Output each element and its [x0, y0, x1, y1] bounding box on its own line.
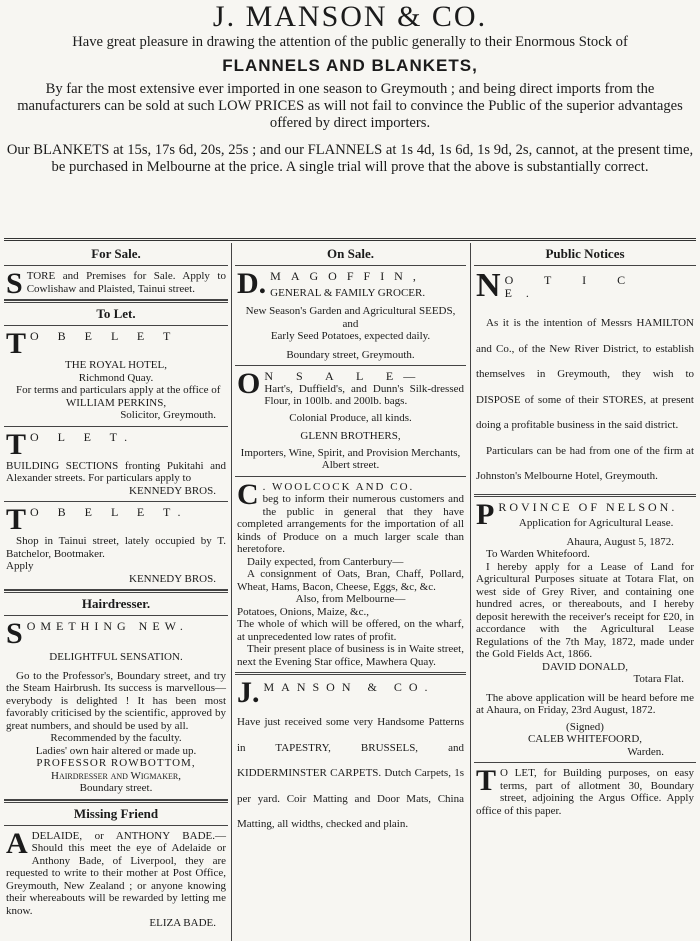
intro-paragraph-3: Our BLANKETS at 15s, 17s 6d, 20s, 25s ; and our FLANNELS at 1s 4d, 1s 6d, 1s 9d, 2s, cannot, at the present time, be purchased in Melbourne at the price. A single trial will prove that the above is substantially correct.: [6, 142, 694, 175]
intro-text: Have great pleasure in drawing the attention of the public generally to their Enormous Stock of: [72, 34, 628, 50]
ad-text: ELIZA BADE.: [149, 917, 216, 929]
ad-text: O LET, for Building purposes, on easy terms, part of allotment 30, Boundary street, adjoining the Argus Office. Apply office of this paper.: [476, 767, 694, 817]
ad-notice-hamilton: [474, 266, 696, 495]
ad-manson-carpets: [235, 672, 466, 842]
ad-magoffin: [235, 266, 466, 366]
ad-text: Ahaura, August 5, 1872.: [566, 535, 674, 548]
ad-text: To Warden Whitefoord.: [486, 548, 590, 560]
ad-text: Recommended by the faculty.: [50, 732, 182, 744]
masthead: [0, 0, 700, 176]
ad-text: Go to the Professor's, Boundary street, and try the Steam Hairbrush. Its success is marvellous—everybody is delighted ! It has been most favorably criticised by the scientific, approved by great numbers, and should be used by all.: [6, 669, 226, 732]
ad-spaced-heading: O B E L E T.: [30, 505, 189, 519]
ad-text: Solicitor, Greymouth.: [120, 409, 216, 421]
ad-text: Ladies' own hair altered or made up.: [35, 744, 197, 757]
ad-text: Richmond Quay.: [78, 371, 154, 384]
ad-text: The whole of which will be offered, on the wharf, at unprecedented low rates of profit.: [237, 618, 464, 643]
ad-spaced-heading: O B E L E T: [30, 329, 179, 343]
ad-text: Daily expected, from Canterbury—: [247, 555, 404, 568]
ad-text: WILLIAM PERKINS,: [65, 396, 167, 409]
ad-text: Importers, Wine, Spirit, and Provision Merchants, Albert street.: [240, 446, 461, 471]
ad-text: Application for Agricultural Lease.: [518, 517, 674, 529]
ad-building-sections: [4, 427, 228, 503]
column-middle: [235, 243, 466, 941]
ad-text: Colonial Produce, all kinds.: [289, 411, 412, 424]
drop-cap: J.: [237, 676, 260, 709]
masthead-divider: [4, 238, 696, 241]
ad-text: (Signed): [566, 720, 604, 733]
drop-cap: C: [237, 477, 259, 511]
section-hairdresser: Hairdresser.: [4, 590, 228, 616]
section-for-sale: For Sale.: [4, 243, 228, 266]
ad-hairdresser: [4, 616, 228, 800]
ad-text: Apply: [6, 560, 34, 572]
ad-spaced-heading: MANSON & CO.: [263, 680, 435, 694]
drop-cap: S: [6, 617, 23, 650]
ad-text: TORE and Premises for Sale. Apply to Cowlishaw and Plaisted, Tainui street.: [26, 270, 226, 295]
ad-woolcock: [235, 477, 466, 674]
ad-text: KENNEDY BROS.: [129, 484, 216, 497]
column-divider: [470, 243, 471, 941]
ad-spaced-heading: MAGOFFIN,: [270, 269, 426, 283]
ad-missing-friend: [4, 826, 228, 934]
drop-cap: O: [237, 367, 261, 400]
section-on-sale: On Sale.: [235, 243, 466, 266]
ad-text: GENERAL & FAMILY GROCER.: [270, 286, 426, 299]
ad-text: New Season's Garden and Agricultural SEEDS, and: [245, 305, 456, 330]
ad-spaced-heading: N S A L E—: [264, 369, 426, 383]
ad-text: BUILDING SECTIONS fronting Pukitahi and Alexander streets. For particulars apply to: [6, 459, 226, 484]
ad-royal-hotel: [4, 326, 228, 427]
ad-shop: [4, 502, 228, 590]
ad-text: Also, from Melbourne—: [295, 593, 406, 605]
drop-cap: T: [6, 327, 27, 360]
ad-text: As it is the intention of Messrs HAMILTON and Co., of the New River District, to establish themselves in Greymouth, they wish to DISPOSE of some of their STORES, at present doing a profitable business in the said district.: [476, 317, 694, 431]
ad-spaced-heading: ROVINCE OF NELSON.: [498, 499, 678, 514]
intro-paragraph-2: By far the most extensive ever imported in one season to Greymouth ; and being direct imports from the manufacturers can be sold at such LOW PRICES as will not fail to convince the Public of the superior advantages offered by direct importers.: [17, 81, 683, 131]
column-left: [4, 243, 228, 941]
ad-text: For terms and particulars apply at the office of: [16, 384, 221, 396]
columns: [4, 243, 696, 941]
ad-text: beg to inform their numerous customers and the public in general that they have completed arrangements for the importation of all kinds of Produce on a much larger scale than heretofore.: [237, 493, 464, 555]
ad-to-let-building: [474, 763, 696, 821]
ad-spaced-heading: . WOOLCOCK AND CO.: [262, 480, 415, 493]
page-title: J. MANSON & CO.: [212, 0, 488, 33]
drop-cap: A: [6, 826, 28, 860]
ad-spaced-heading: OMETHING NEW.: [26, 619, 188, 633]
drop-cap: N: [476, 267, 501, 304]
ad-text: Hairdresser and Wigmaker,: [51, 769, 181, 782]
ad-text: THE ROYAL HOTEL,: [65, 359, 167, 371]
ad-text: Warden.: [627, 745, 664, 758]
ad-text: Their present place of business is in Waite street, next the Evening Star office, Mawhera Quay.: [237, 643, 464, 668]
section-missing-friend: Missing Friend: [4, 800, 228, 826]
ad-text: Boundary street, Greymouth.: [286, 348, 415, 361]
ad-text: DELIGHTFUL SENSATION.: [49, 651, 183, 663]
ad-text: GLENN BROTHERS,: [300, 430, 401, 442]
ad-text: CALEB WHITEFOORD,: [527, 733, 643, 745]
ad-store: [4, 266, 228, 300]
ad-text: The above application will be heard before me at Ahaura, on Friday, 23rd August, 1872.: [476, 691, 694, 716]
ad-text: Potatoes, Onions, Maize, &c.,: [237, 605, 369, 618]
drop-cap: T: [6, 427, 27, 461]
section-to-let: To Let.: [4, 300, 228, 326]
ad-text: Have just received some very Handsome Patterns in TAPESTRY, BRUSSELS, and KIDDERMINSTER CARPETS. Dutch Carpets, 1s per yard. Coir Matting and Door Mats, China Matting, all widths, checked and plain.: [237, 716, 464, 830]
ad-text: Hart's, Duffield's, and Dunn's Silk-dressed Flour, in 100lb. and 200lb. bags.: [264, 382, 464, 407]
ad-text: DELAIDE, or ANTHONY BADE.—Should this meet the eye of Adelaide or Anthony Bade, of Liverpool, they are requested to write to their mother at Post Office, Greymouth, New Zealand ; or anyone knowing their whereabouts will be rewarded by letting me know.: [6, 829, 226, 917]
ad-on-sale-flour: [235, 366, 466, 477]
ad-text: Totara Flat.: [633, 673, 684, 685]
headline: FLANNELS AND BLANKETS,: [222, 56, 478, 75]
ad-text: KENNEDY BROS.: [129, 572, 216, 585]
ad-text: I hereby apply for a Lease of Land for Agricultural Purposes situate at Totara Flat, on west side of Grey River, and containing one hundred acres, or thereabouts, and I hereby deposit herewith the receiver's receipt for £20, in accordance with the Agricultural Lease Regulations of the 7th May, 1872, made under the Gold Fields Act, 1866.: [476, 560, 694, 660]
column-divider: [231, 243, 232, 941]
column-right: [474, 243, 696, 941]
ad-text: Particulars can be had from one of the firm at Johnston's Melbourne Hotel, Greymouth.: [476, 444, 694, 482]
ad-text: PROFESSOR ROWBOTTOM,: [36, 757, 196, 769]
ad-spaced-heading: O T I C E.: [504, 273, 640, 300]
ad-text: Shop in Tainui street, lately occupied by T. Batchelor, Bootmaker.: [6, 535, 226, 560]
ad-text: DAVID DONALD,: [542, 660, 628, 673]
drop-cap: T: [476, 764, 497, 797]
ad-spaced-heading: O L E T.: [30, 429, 136, 444]
section-public-notices: Public Notices: [474, 243, 696, 266]
ad-text: Boundary street.: [79, 782, 153, 794]
ad-province-nelson: [474, 494, 696, 764]
ad-text: Early Seed Potatoes, expected daily.: [270, 330, 431, 342]
drop-cap: P: [476, 497, 495, 531]
drop-cap: T: [6, 503, 27, 536]
drop-cap: S: [6, 267, 23, 300]
ad-text: A consignment of Oats, Bran, Chaff, Pollard, Wheat, Hams, Bacon, Cheese, Eggs, &c, &c.: [237, 568, 464, 593]
drop-cap: D.: [237, 267, 267, 300]
